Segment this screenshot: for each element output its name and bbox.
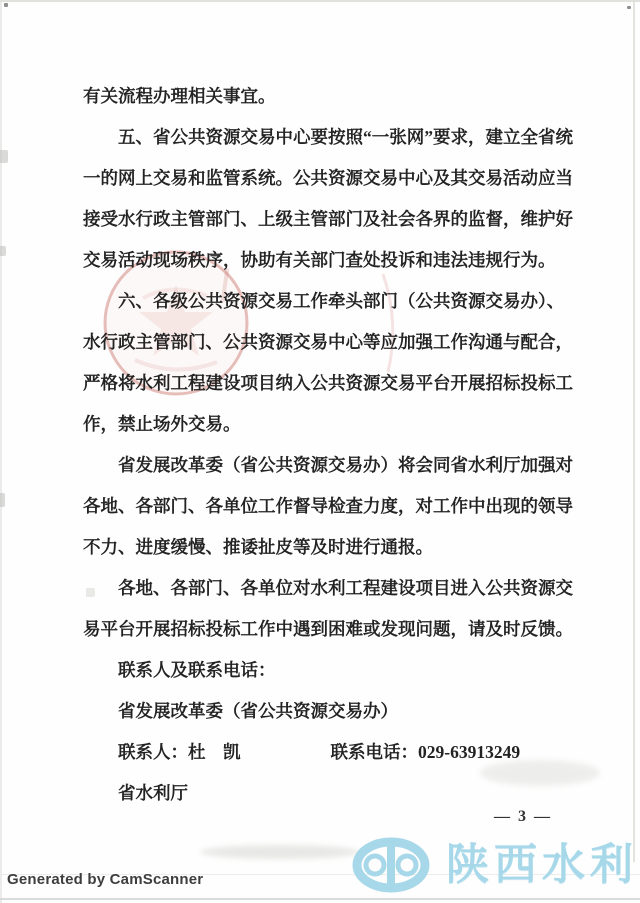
text-line: 六、各级公共资源交易工作牵头部门（公共资源交易办）、	[118, 291, 565, 311]
scan-mark	[0, 493, 5, 507]
text-line: 省发展改革委（省公共资源交易办）将会同省水利厅加强对	[118, 455, 573, 475]
scan-edge-top	[0, 0, 640, 2]
text-line: 省水利厅	[118, 783, 188, 803]
text-line: 五、省公共资源交易中心要按照“一张网”要求，建立全省统	[118, 127, 573, 147]
scan-speck	[627, 6, 631, 9]
text-line: 有关流程办理相关事宜。	[83, 86, 276, 106]
text-line: 水行政主管部门、公共资源交易中心等应加强工作沟通与配合，	[83, 332, 573, 352]
camscanner-footer-label: Generated by CamScanner	[7, 871, 204, 888]
scan-smudge	[200, 845, 360, 859]
shaanxi-water-watermark	[351, 836, 638, 894]
text-line: 接受水行政主管部门、上级主管部门及社会各界的监督，维护好	[83, 209, 573, 229]
text-line: 联系人及联系电话：	[118, 660, 276, 680]
watermark-text: 陕西水利	[446, 840, 638, 889]
text-line: 各地、各部门、各单位工作督导检查力度，对工作中出现的领导	[83, 496, 573, 516]
text-line: 省发展改革委（省公共资源交易办）	[118, 701, 398, 721]
text-line: 易平台开展招标投标工作中遇到困难或发现问题，请及时反馈。	[83, 619, 573, 639]
water-logo-icon	[351, 836, 431, 894]
text-line: 一的网上交易和监管系统。公共资源交易中心及其交易活动应当	[83, 168, 573, 188]
text-line: 不力、进度缓慢、推诿扯皮等及时进行通报。	[83, 537, 433, 557]
text-line: 各地、各部门、各单位对水利工程建设项目进入公共资源交	[118, 578, 573, 598]
page-number: — 3 —	[494, 808, 552, 825]
text-line-extra: 联系电话：029-63913249	[330, 742, 521, 762]
text-line: 交易活动现场秩序，协助有关部门查处投诉和违法违规行为。	[83, 250, 556, 270]
scan-mark	[0, 246, 6, 256]
text-line: 作，禁止场外交易。	[83, 414, 241, 434]
scan-edge-right	[633, 0, 635, 862]
text-line: 联系人：杜 凯 联系电话：029-63913249	[118, 742, 521, 762]
text-line: 严格将水利工程建设项目纳入公共资源交易平台开展招标投标工	[83, 373, 573, 393]
document-lines	[83, 76, 583, 814]
scan-edge-bottom	[0, 898, 640, 900]
scan-mark	[0, 150, 8, 163]
scan-speck	[4, 3, 8, 7]
scan-edge-left	[0, 0, 2, 903]
